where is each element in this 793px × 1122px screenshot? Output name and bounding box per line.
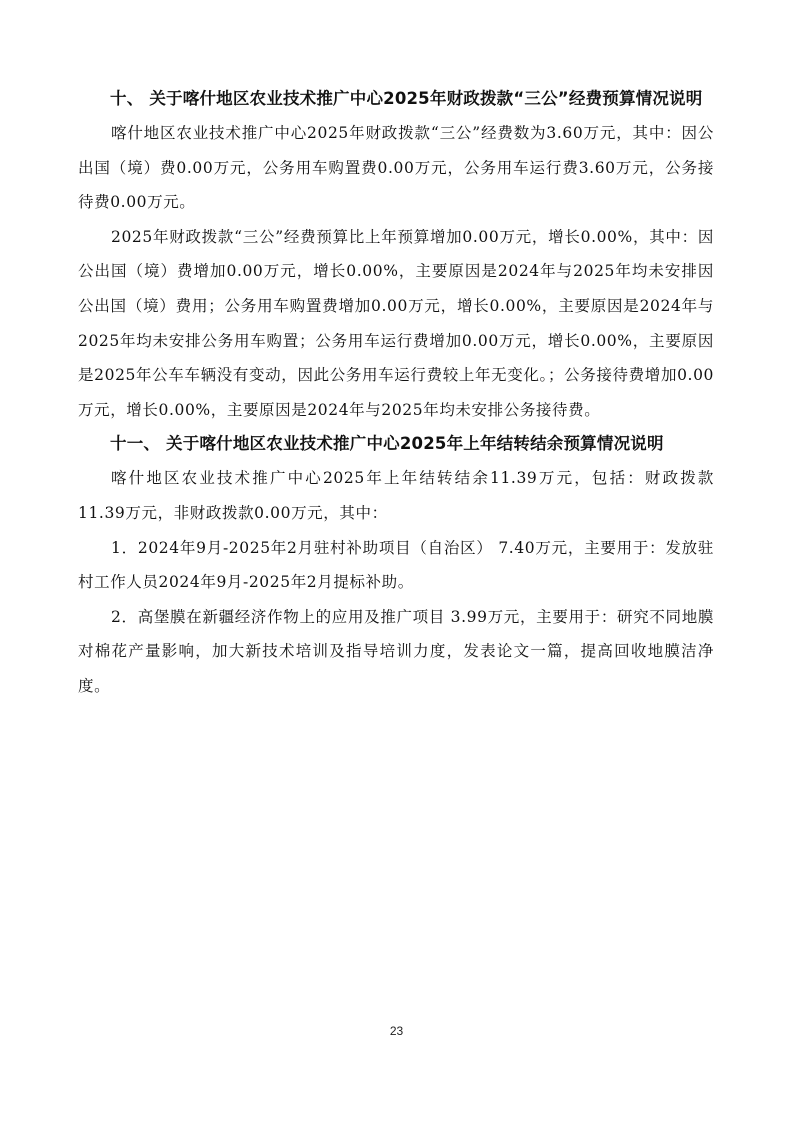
section-11-paragraph-2: 1．2024年9月-2025年2月驻村补助项目（自治区） 7.40万元，主要用于：发放驻村工作人员2024年9月-2025年2月提标补助。 <box>78 538 714 592</box>
page-number: 23 <box>389 1024 404 1038</box>
section-11-paragraph-1: 喀什地区农业技术推广中心2025年上年结转结余11.39万元，包括：财政拨款11.39万元，非财政拨款0.00万元，其中： <box>78 469 714 522</box>
section-11-paragraph-3: 2．高堡膜在新疆经济作物上的应用及推广项目 3.99万元，主要用于：研究不同地膜对棉花产量影响，加大新技术培训及指导培训力度，发表论文一篇，提高回收地膜洁净度。 <box>78 607 714 695</box>
section-10-paragraph-2: 2025年财政拨款“三公”经费预算比上年预算增加0.00万元，增长0.00%，其中：因公出国（境）费增加0.00万元，增长0.00%，主要原因是2024年与2025年均未安排因公出国（境）费用；公务用车购置费增加0.00万元，增长0.00%，主要原因是2024年与2025年均未安排公务用车购置；公务用车运行费增加0.00万元，增长0.00%，主要原因是2025年公车车辆没有变动，因此公务用车运行费较上年无变化。；公务接待费增加0.00万元，增长0.00%，主要原因是2024年与2025年均未安排公务接待费。 <box>78 227 714 419</box>
section-11-heading: 十一、 关于喀什地区农业技术推广中心2025年上年结转结余预算情况说明 <box>110 434 664 454</box>
section-10-heading: 十、 关于喀什地区农业技术推广中心2025年财政拨款“三公”经费预算情况说明 <box>110 89 703 108</box>
page-content <box>78 82 714 704</box>
section-10-paragraph-1: 喀什地区农业技术推广中心2025年财政拨款“三公”经费数为3.60万元，其中：因公出国（境）费0.00万元，公务用车购置费0.00万元，公务用车运行费3.60万元，公务接待费0.00万元。 <box>78 124 714 212</box>
